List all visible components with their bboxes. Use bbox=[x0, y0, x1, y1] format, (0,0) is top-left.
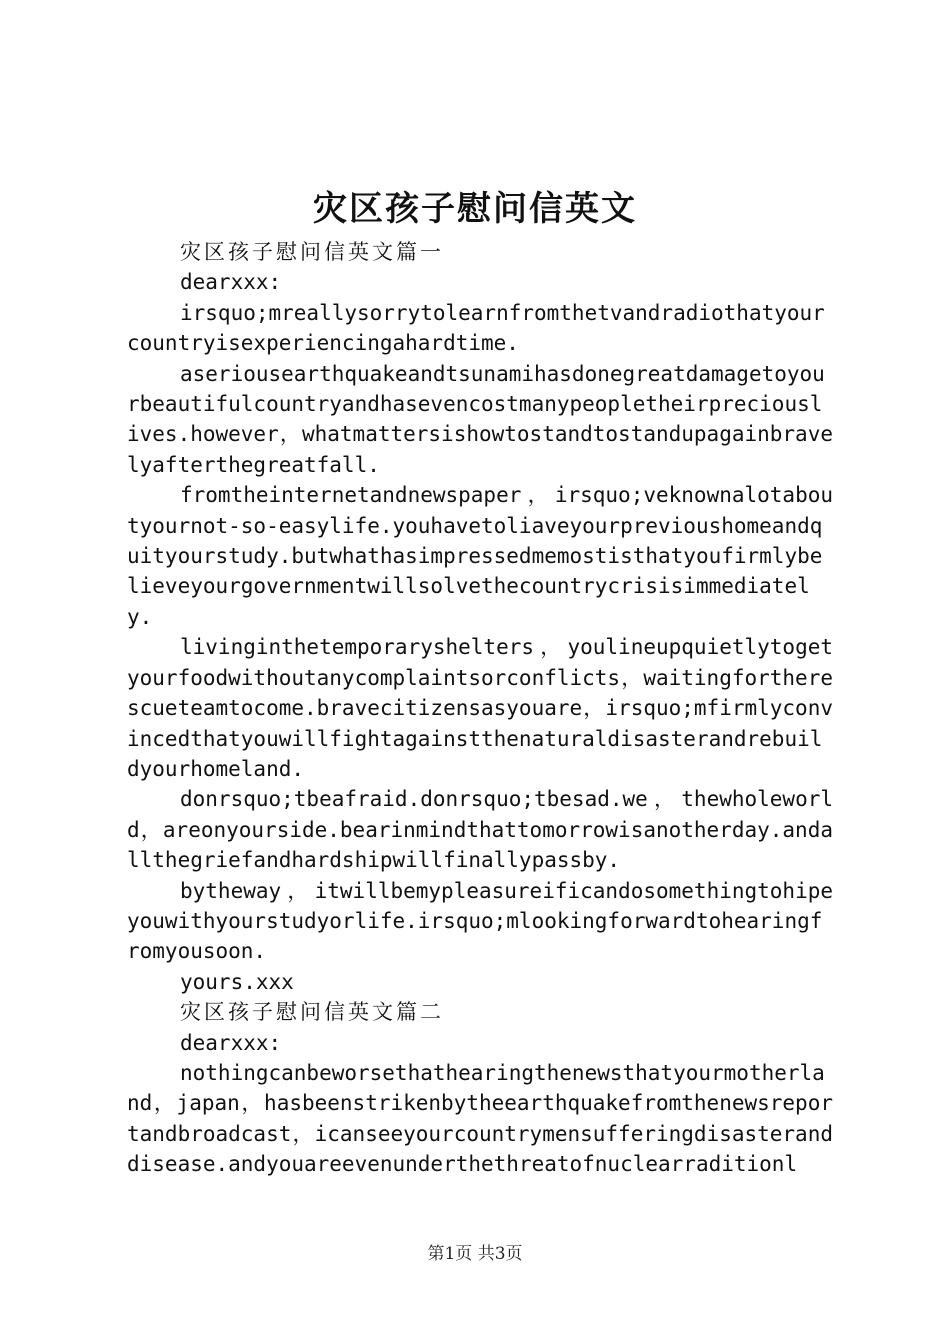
page-title: 灾区孩子慰问信英文 bbox=[313, 189, 637, 229]
salutation: dearxxx: bbox=[180, 270, 282, 295]
document-body bbox=[127, 237, 833, 1180]
section-heading-1: 灾区孩子慰问信英文篇一 bbox=[180, 240, 444, 264]
body-paragraph: fromtheinternetandnewspaper，irsquo;veknownalotaboutyournot-so-easylife.youhavetoliaveyourprevioushomeandquityourstudy.butwhathasimpressedmemostisthatyoufirmlybelieveyourgovernmentwillsolvethecountrycrisisimmediately. bbox=[127, 483, 833, 629]
body-paragraph: livinginthetemporaryshelters，youlineupquietlytogetyourfoodwithoutanycomplaintsorconflicts，waitingfortherescueteamtocome.bravecitizensasyouare，irsquo;mfirmlyconvincedthatyouwillfightagainstthenaturaldisasterandrebuildyourhomeland. bbox=[127, 635, 833, 781]
body-paragraph: bytheway，itwillbemypleasureificandosomethingtohipeyouwithyourstudyorlife.irsquo;mlookingforwardtohearingfromyousoon. bbox=[127, 878, 833, 964]
body-paragraph: irsquo;mreallysorrytolearnfromthetvandradiothatyourcountryisexperiencingahardtime. bbox=[127, 300, 825, 356]
salutation: dearxxx: bbox=[180, 1030, 282, 1055]
page-footer: 第1页 共3页 bbox=[427, 1244, 523, 1264]
section-heading-2: 灾区孩子慰问信英文篇二 bbox=[180, 1000, 444, 1025]
body-paragraph: donrsquo;tbeafraid.donrsquo;tbesad.we，thewholeworld，areonyourside.bearinmindthattomorrowisanotherday.andallthegriefandhardshipwillfinallypassby. bbox=[127, 787, 833, 873]
body-paragraph: aseriousearthquakeandtsunamihasdonegreatdamagetoyourbeautifulcountryandhasevencostmanypeopletheirpreciouslives.however，whatmattersishowtostandtostandupagainbravelyafterthegreatfall. bbox=[127, 361, 833, 477]
body-paragraph: nothingcanbeworsethathearingthenewsthatyourmotherland，japan，hasbeenstrikenbytheearthquakefromthenewsreportandbroadcast，icanseeyourcountrymensufferingdisasteranddisease.andyouareevenunderthethreatofnuclearraditionl bbox=[127, 1060, 833, 1177]
closing-signature: yours.xxx bbox=[180, 969, 294, 994]
